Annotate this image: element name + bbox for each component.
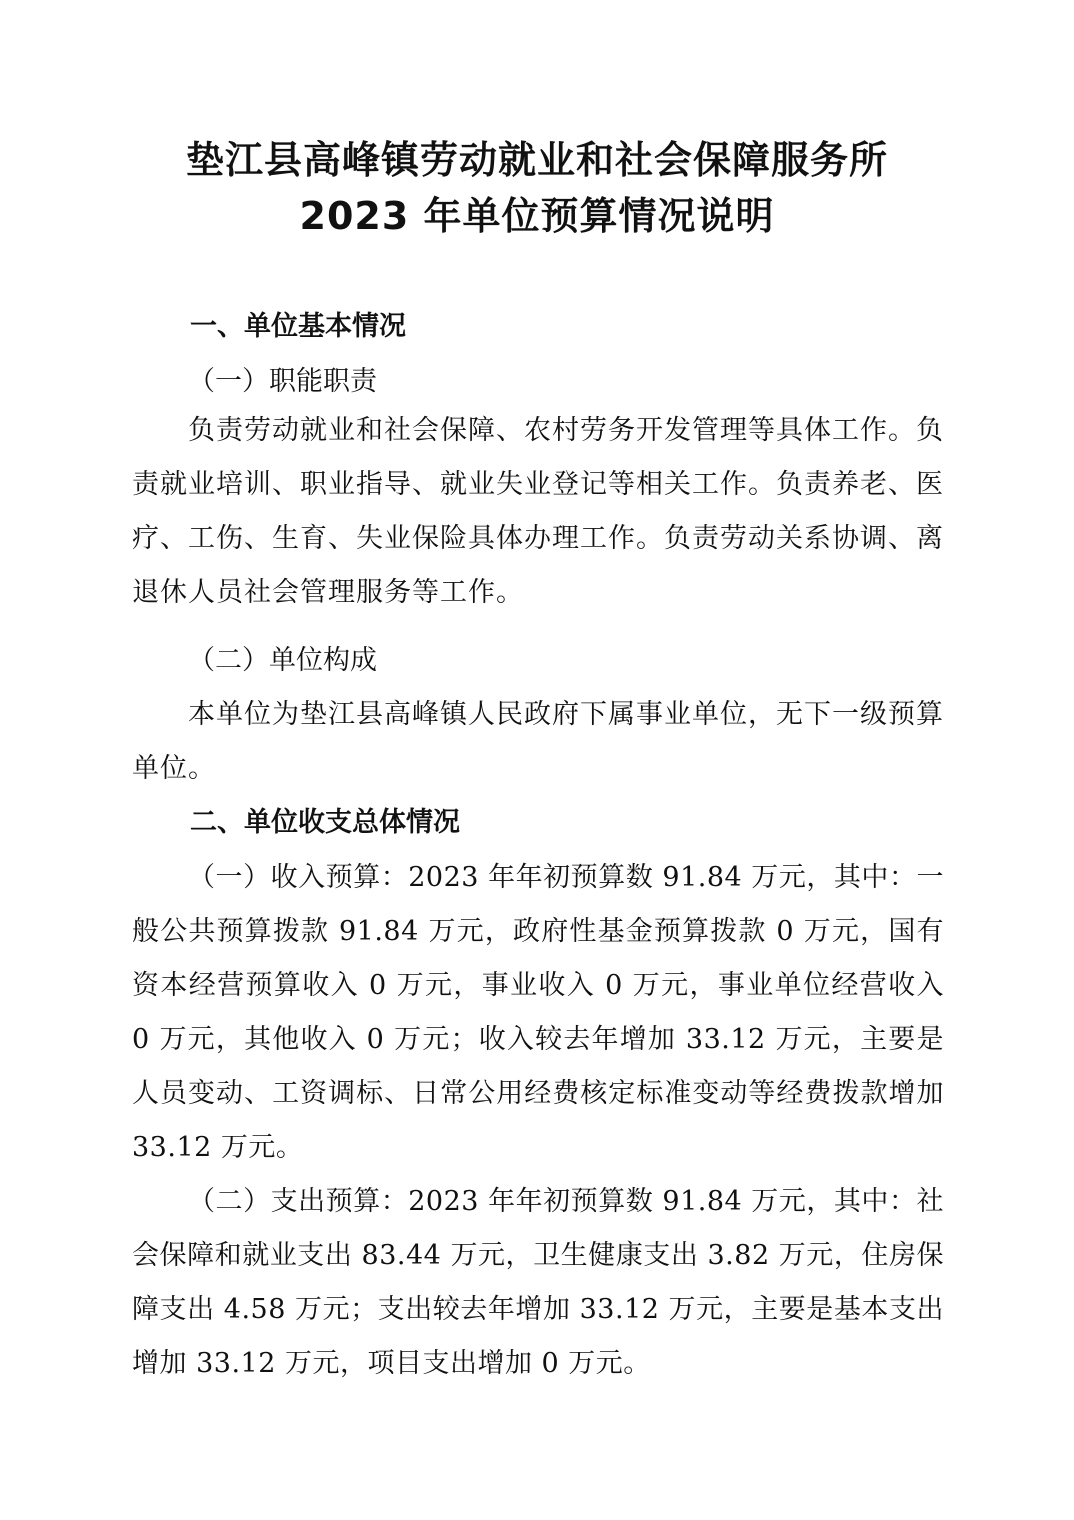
section1-sub1-paragraph: 负责劳动就业和社会保障、农村劳务开发管理等具体工作。负责就业培训、职业指导、就业失业登记等相关工作。负责养老、医疗、工伤、生育、失业保险具体办理工作。负责劳动关系协调、离退休人员社会管理服务等工作。	[132, 415, 944, 608]
section2-heading: 二、单位收支总体情况	[190, 807, 460, 838]
section1-heading: 一、单位基本情况	[190, 311, 406, 342]
section1-sub2-paragraph: 本单位为垫江县高峰镇人民政府下属事业单位，无下一级预算单位。	[132, 699, 944, 784]
document-title-line1: 垫江县高峰镇劳动就业和社会保障服务所	[185, 138, 888, 182]
section1-sub1-heading: （一）职能职责	[188, 366, 377, 397]
document-title-line2: 2023 年单位预算情况说明	[299, 194, 775, 238]
section2-income-paragraph: （一）收入预算：2023 年年初预算数 91.84 万元，其中：一般公共预算拨款 91.84 万元，政府性基金预算拨款 0 万元，国有资本经营预算收入 0 万元，事业收入 0 万元，事业单位经营收入 0 万元，其他收入 0 万元；收入较去年增加 33.12 万元，主要是人员变动、工资调标、日常公用经费核定标准变动等经费拨款增加 33.12 万元。	[132, 862, 944, 1163]
section1-sub2-heading: （二）单位构成	[188, 645, 377, 676]
section2-expenditure-paragraph: （二）支出预算：2023 年年初预算数 91.84 万元，其中：社会保障和就业支出 83.44 万元，卫生健康支出 3.82 万元，住房保障支出 4.58 万元；支出较去年增加 33.12 万元，主要是基本支出增加 33.12 万元，项目支出增加 0 万元。	[132, 1186, 944, 1379]
